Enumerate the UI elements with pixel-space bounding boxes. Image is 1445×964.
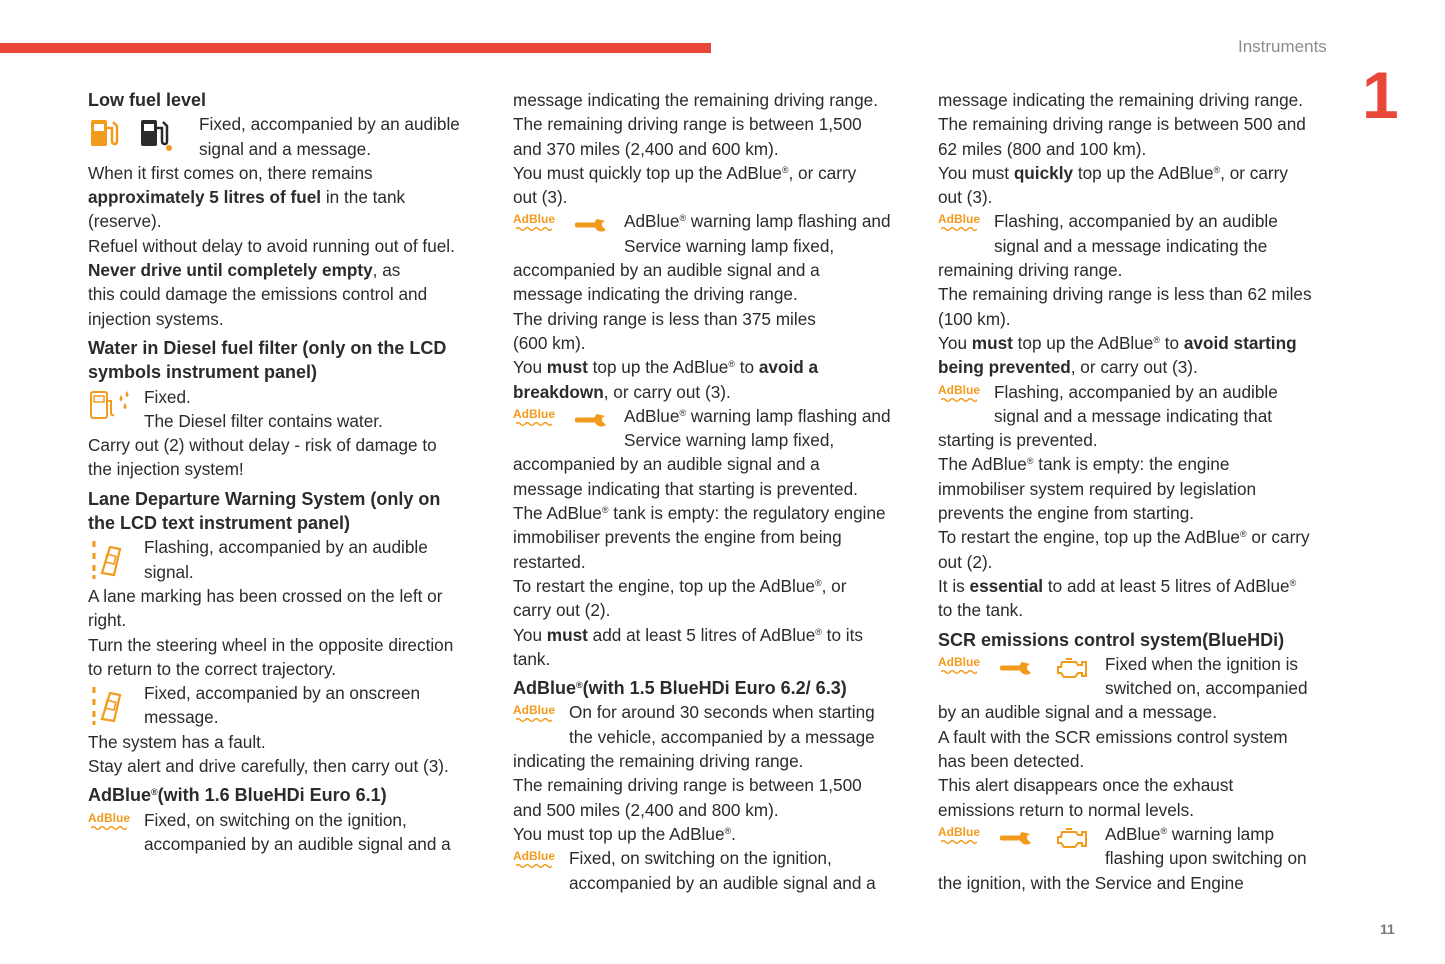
adblue-62-icon-row-d [513, 846, 909, 895]
adblue-service-desc-b2: Service warning lamp fixed, [624, 430, 835, 451]
adblue-flash-desc-a1: Flashing, accompanied by an audible [994, 211, 1278, 232]
adblue-icon: AdBlue [938, 213, 980, 232]
adblue-empty-text: accompanied by an audible signal and a message indicating that starting is prevented. The AdBlue® tank is empty: the regulatory engine immobiliser prevents the engine from being restarted. To restart the engine, top up the AdBlue®, or carry out (2). You must add at least 5 litres of AdBlue® to its tank. [513, 454, 886, 669]
lane-departure-heading: Lane Departure Warning System (only on the LCD text instrument panel) [88, 488, 441, 534]
header-accent-bar [0, 43, 711, 53]
adblue-range-text-4: remaining driving range. The remaining driving range is less than 62 miles (100 km). You must top up the AdBlue® to avoid starting being prevented, or carry out (3). [938, 260, 1312, 378]
page-number: 11 [1380, 921, 1395, 937]
adblue-icon: AdBlue [513, 704, 555, 723]
adblue-icon: AdBlue [938, 826, 980, 845]
column-right [938, 88, 1334, 895]
adblue-service-desc-b1: AdBlue® warning lamp flashing and [624, 405, 891, 426]
adblue-flash-desc-a2: signal and a message indicating the [994, 235, 1268, 256]
adblue-icon: AdBlue [88, 812, 130, 831]
scr-icon-row-c [938, 652, 1334, 701]
column-left [88, 88, 484, 856]
adblue-62-text: indicating the remaining driving range. The remaining driving range is between 1,500 and 500 miles (2,400 and 800 km). You must top up the AdBlue®. [513, 751, 862, 844]
scr-desc-d2: flashing upon switching on [1105, 848, 1307, 869]
water-filter-text: Carry out (2) without delay - risk of damage to the injection system! [88, 435, 437, 480]
lane-fixed-icon-row [88, 681, 484, 730]
low-fuel-text: When it first comes on, there remains approximately 5 litres of fuel in the tank (reserve). Refuel without delay to avoid running out of fuel. Never drive until completely empty, as this could damage the emissions control and injection systems. [88, 162, 455, 329]
adblue-icon: AdBlue [513, 213, 555, 232]
water-filter-heading: Water in Diesel fuel filter (only on the LCD symbols instrument panel) [88, 337, 447, 383]
lane-text-2: The system has a fault. Stay alert and drive carefully, then carry out (3). [88, 731, 449, 777]
adblue-flash-icon-row-a [938, 209, 1334, 258]
lane-fixed-desc-2: message. [144, 707, 219, 728]
adblue-62-icon-row-c [513, 700, 909, 749]
scr-text: by an audible signal and a message. A fault with the SCR emissions control system has been detected. This alert disappears once the exhaust emissions return to normal levels. [938, 702, 1288, 820]
adblue-62-desc-c1: On for around 30 seconds when starting [569, 702, 875, 723]
water-icon-desc-1: Fixed. [144, 386, 191, 407]
adblue-service-desc-a2: Service warning lamp fixed, [624, 235, 835, 256]
engine-icon [1054, 656, 1090, 682]
wrench-icon [575, 217, 609, 233]
adblue-range-text-1: message indicating the remaining driving range. The remaining driving range is between 1,500 and 370 miles (2,400 and 600 km). You must quickly top up the AdBlue®, or carry out (3). [513, 90, 878, 208]
adblue-icon: AdBlue [938, 656, 980, 675]
lane-flash-icon-row [88, 535, 484, 584]
adblue-service-icon-row-b [513, 404, 909, 453]
adblue-service-icon-row-a [513, 209, 909, 258]
scr-heading: SCR emissions control system(BlueHDi) [938, 629, 1285, 650]
wrench-icon [1000, 830, 1034, 846]
scr-desc-d1: AdBlue® warning lamp [1105, 823, 1275, 844]
scr-text-2: the ignition, with the Service and Engine [938, 872, 1244, 893]
adblue-icon: AdBlue [938, 384, 980, 403]
adblue-61-desc-2: accompanied by an audible signal and a [144, 833, 451, 854]
adblue-62-heading: AdBlue®(with 1.5 BlueHDi Euro 6.2/ 6.3) [513, 678, 847, 699]
section-title: Instruments [1238, 37, 1327, 56]
scr-desc-c1: Fixed when the ignition is [1105, 653, 1298, 674]
adblue-61-desc-1: Fixed, on switching on the ignition, [144, 809, 407, 830]
adblue-empty-text-2: starting is prevented. The AdBlue® tank is empty: the engine immobiliser system required by legislation prevents the engine from starting. To restart the engine, top up the AdBlue® or carry out (2). It is essential to add at least 5 litres of AdBlue® to the tank. [938, 430, 1310, 621]
adblue-flash-icon-row-b [938, 380, 1334, 429]
adblue-61-icon-row [88, 808, 484, 857]
adblue-range-text-2: accompanied by an audible signal and a message indicating the driving range. The driving range is less than 375 miles (600 km). You must top up the AdBlue® to avoid a breakdown, or carry out (3). [513, 260, 820, 402]
low-fuel-icon-desc-2: signal and a message. [199, 138, 371, 159]
fuel-pump-icon [88, 116, 120, 150]
column-middle [513, 88, 909, 895]
adblue-62-desc-d1: Fixed, on switching on the ignition, [569, 848, 832, 869]
low-fuel-icon-row [88, 112, 484, 161]
low-fuel-heading: Low fuel level [88, 90, 207, 110]
adblue-62-desc-d2: accompanied by an audible signal and a [569, 872, 876, 893]
scr-icon-row-d [938, 822, 1334, 871]
scr-desc-c2: switched on, accompanied [1105, 678, 1308, 699]
adblue-icon: AdBlue [513, 408, 555, 427]
lane-text-1: A lane marking has been crossed on the left or right. Turn the steering wheel in the opposite direction to return to the correct trajectory. [88, 585, 454, 679]
lane-departure-fault-icon [88, 685, 124, 725]
wrench-icon [575, 412, 609, 428]
fuel-pump-dark-icon [138, 116, 174, 152]
wrench-icon [1000, 660, 1034, 676]
adblue-service-desc-a1: AdBlue® warning lamp flashing and [624, 211, 891, 232]
engine-icon [1054, 826, 1090, 852]
water-icon-desc-2: The Diesel filter contains water. [144, 410, 383, 431]
adblue-61-heading: AdBlue®(with 1.6 BlueHDi Euro 6.1) [88, 785, 387, 806]
chapter-number: 1 [1362, 58, 1399, 132]
lane-departure-icon [88, 539, 124, 579]
lane-fixed-desc-1: Fixed, accompanied by an onscreen [144, 683, 421, 704]
adblue-flash-desc-b1: Flashing, accompanied by an audible [994, 381, 1278, 402]
lane-flash-desc-2: signal. [144, 561, 194, 582]
diesel-water-icon [88, 387, 132, 423]
water-filter-icon-row [88, 385, 484, 434]
adblue-flash-desc-b2: signal and a message indicating that [994, 405, 1273, 426]
lane-flash-desc-1: Flashing, accompanied by an audible [144, 537, 428, 558]
low-fuel-icon-desc-1: Fixed, accompanied by an audible [199, 114, 460, 135]
adblue-icon: AdBlue [513, 850, 555, 869]
adblue-62-desc-c2: the vehicle, accompanied by a message [569, 726, 875, 747]
adblue-range-text-3: message indicating the remaining driving range. The remaining driving range is between 500 and 62 miles (800 and 100 km). You must quickly top up the AdBlue®, or carry out (3). [938, 90, 1306, 208]
